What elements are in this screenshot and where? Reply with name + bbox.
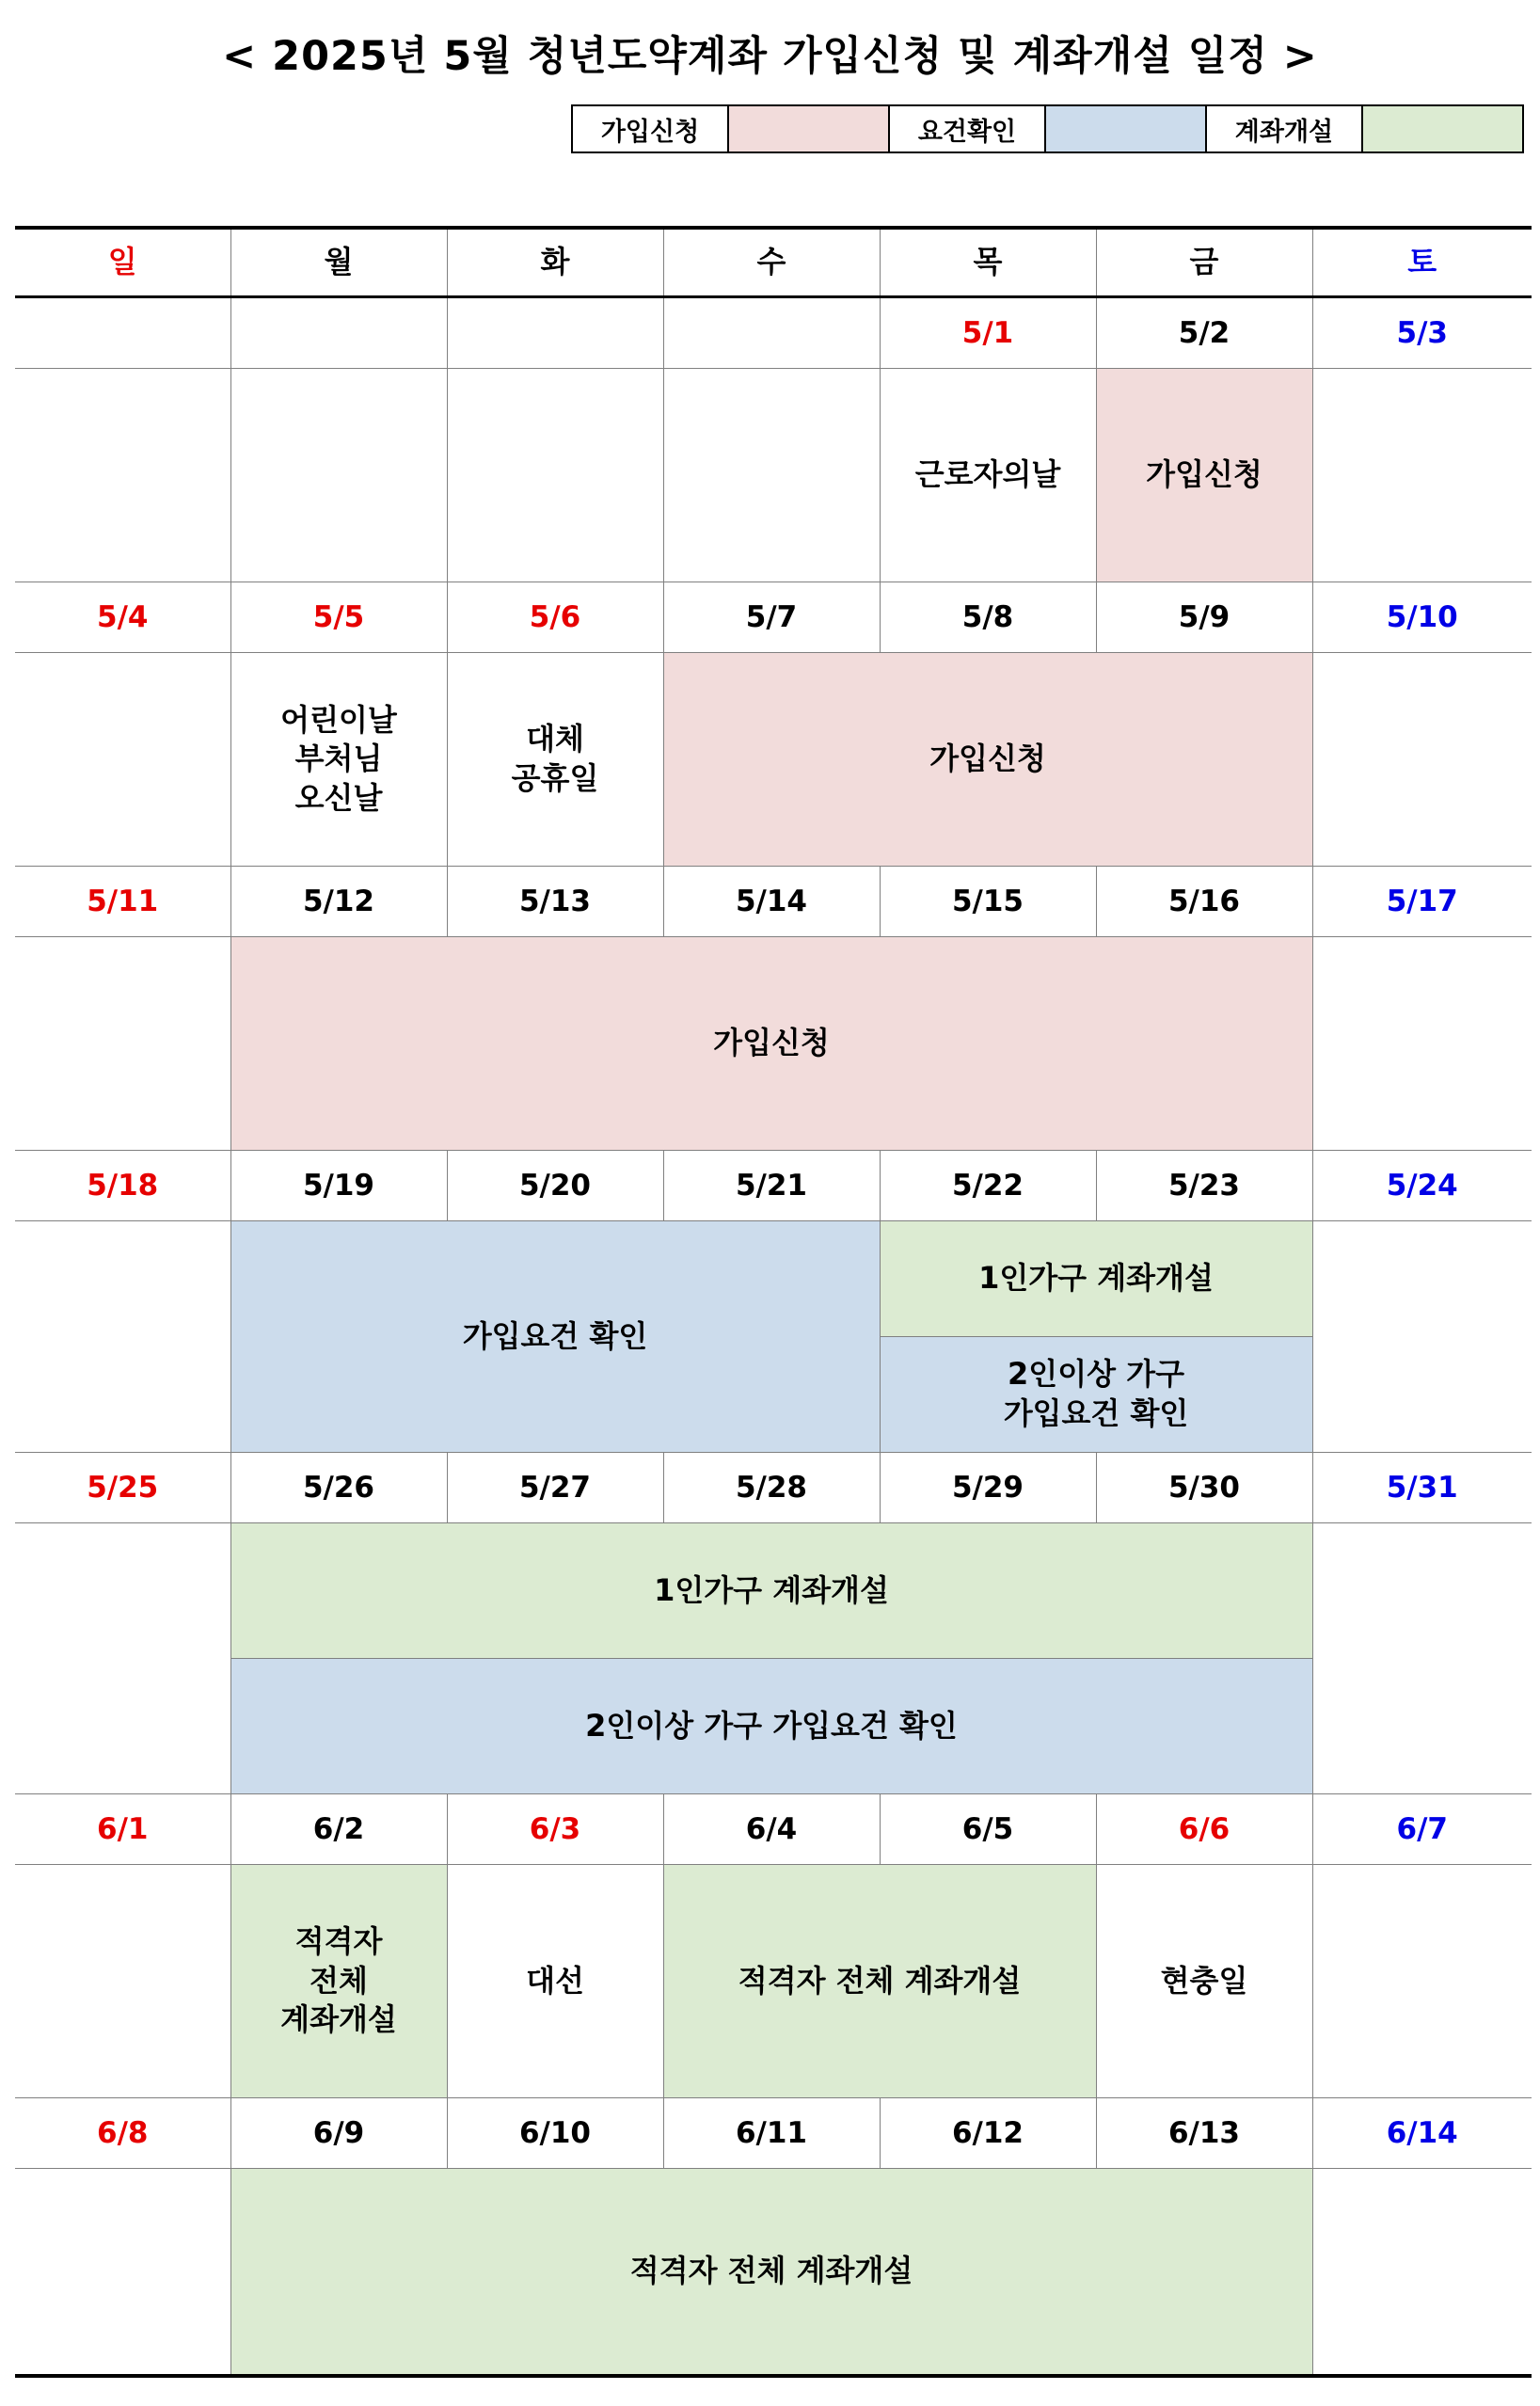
event-substitute-holiday: 대체 공휴일	[447, 653, 663, 867]
event-labor-day: 근로자의날	[880, 369, 1096, 582]
date-cell: 6/3	[447, 1794, 663, 1865]
date-cell: 5/7	[663, 582, 880, 653]
event-row-week-2	[15, 653, 1532, 867]
date-cell: 5/31	[1312, 1453, 1532, 1523]
legend	[571, 104, 1524, 153]
date-cell: 5/15	[880, 867, 1096, 937]
date-cell: 6/8	[15, 2098, 230, 2169]
event-cell-empty	[1312, 1523, 1532, 1794]
event-cell-empty	[15, 1221, 230, 1453]
event-multi-household-requirement-check: 2인이상 가구 가입요건 확인	[230, 1659, 1312, 1794]
legend-open-label: 계좌개설	[1206, 105, 1362, 152]
weekday-fri: 금	[1096, 228, 1312, 297]
event-cell-empty	[15, 653, 230, 867]
date-cell: 5/17	[1312, 867, 1532, 937]
page-title: < 2025년 5월 청년도약계좌 가입신청 및 계좌개설 일정 >	[222, 33, 1318, 80]
date-cell: 5/28	[663, 1453, 880, 1523]
event-row-week-1	[15, 369, 1532, 582]
legend-apply-label: 가입신청	[572, 105, 728, 152]
event-childrens-buddha-day: 어린이날 부처님 오신날	[230, 653, 447, 867]
date-cell	[15, 297, 230, 369]
event-cell-empty	[1312, 653, 1532, 867]
date-cell: 5/13	[447, 867, 663, 937]
event-eligible-account-open: 적격자 전체 계좌개설	[663, 1865, 1096, 2098]
date-cell	[230, 297, 447, 369]
legend-apply-swatch	[728, 105, 889, 152]
date-cell: 5/24	[1312, 1151, 1532, 1221]
date-cell: 5/11	[15, 867, 230, 937]
weekday-header-row	[15, 228, 1532, 297]
date-cell: 5/18	[15, 1151, 230, 1221]
date-cell: 5/2	[1096, 297, 1312, 369]
event-cell-empty	[1312, 369, 1532, 582]
date-cell: 5/20	[447, 1151, 663, 1221]
event-election-day: 대선	[447, 1865, 663, 2098]
date-cell: 5/14	[663, 867, 880, 937]
event-eligible-account-open: 적격자 전체 계좌개설	[230, 2169, 1312, 2377]
date-cell: 5/3	[1312, 297, 1532, 369]
date-cell: 5/19	[230, 1151, 447, 1221]
event-row-week-6	[15, 1865, 1532, 2098]
event-cell-empty	[447, 369, 663, 582]
event-cell-empty	[1312, 937, 1532, 1151]
event-memorial-day: 현충일	[1096, 1865, 1312, 2098]
weekday-wed: 수	[663, 228, 880, 297]
event-cell-empty	[1312, 2169, 1532, 2377]
date-cell: 5/29	[880, 1453, 1096, 1523]
legend-check-label: 요건확인	[889, 105, 1045, 152]
date-cell: 5/10	[1312, 582, 1532, 653]
date-cell: 5/12	[230, 867, 447, 937]
date-cell: 5/1	[880, 297, 1096, 369]
date-cell: 6/2	[230, 1794, 447, 1865]
date-row-week-1	[15, 297, 1532, 369]
date-cell: 6/4	[663, 1794, 880, 1865]
date-row-week-7	[15, 2098, 1532, 2169]
weekday-sat: 토	[1312, 228, 1532, 297]
date-cell: 5/6	[447, 582, 663, 653]
event-eligible-account-open: 적격자 전체 계좌개설	[230, 1865, 447, 2098]
weekday-sun: 일	[15, 228, 230, 297]
date-cell: 6/10	[447, 2098, 663, 2169]
event-apply: 가입신청	[230, 937, 1312, 1151]
schedule-calendar	[15, 226, 1532, 2378]
event-row-week-5a	[15, 1523, 1532, 1659]
event-row-week-4a	[15, 1221, 1532, 1337]
date-cell: 6/11	[663, 2098, 880, 2169]
event-cell-empty	[15, 1865, 230, 2098]
date-cell: 5/21	[663, 1151, 880, 1221]
event-row-week-7	[15, 2169, 1532, 2377]
legend-check-swatch	[1045, 105, 1206, 152]
event-row-week-3	[15, 937, 1532, 1151]
date-cell: 5/9	[1096, 582, 1312, 653]
event-cell-empty	[15, 937, 230, 1151]
date-cell: 5/26	[230, 1453, 447, 1523]
event-cell-empty	[15, 2169, 230, 2377]
date-cell: 6/12	[880, 2098, 1096, 2169]
event-requirement-check: 가입요건 확인	[230, 1221, 880, 1453]
event-multi-household-requirement-check: 2인이상 가구 가입요건 확인	[880, 1337, 1312, 1453]
date-cell: 6/14	[1312, 2098, 1532, 2169]
event-row-week-5b	[15, 1659, 1532, 1794]
event-cell-empty	[230, 369, 447, 582]
event-apply: 가입신청	[1096, 369, 1312, 582]
weekday-mon: 월	[230, 228, 447, 297]
event-single-household-account-open: 1인가구 계좌개설	[230, 1523, 1312, 1659]
weekday-tue: 화	[447, 228, 663, 297]
date-row-week-6	[15, 1794, 1532, 1865]
weekday-thu: 목	[880, 228, 1096, 297]
date-cell: 5/8	[880, 582, 1096, 653]
event-cell-empty	[663, 369, 880, 582]
date-cell: 5/25	[15, 1453, 230, 1523]
date-cell: 5/4	[15, 582, 230, 653]
event-apply: 가입신청	[663, 653, 1312, 867]
date-cell: 6/9	[230, 2098, 447, 2169]
date-cell: 5/16	[1096, 867, 1312, 937]
date-cell: 6/5	[880, 1794, 1096, 1865]
date-cell: 6/13	[1096, 2098, 1312, 2169]
event-cell-empty	[1312, 1865, 1532, 2098]
date-cell: 5/5	[230, 582, 447, 653]
date-cell	[447, 297, 663, 369]
date-cell: 5/23	[1096, 1151, 1312, 1221]
date-row-week-3	[15, 867, 1532, 937]
date-cell	[663, 297, 880, 369]
date-cell: 6/7	[1312, 1794, 1532, 1865]
date-cell: 6/6	[1096, 1794, 1312, 1865]
date-cell: 6/1	[15, 1794, 230, 1865]
event-single-household-account-open: 1인가구 계좌개설	[880, 1221, 1312, 1337]
event-cell-empty	[1312, 1221, 1532, 1453]
date-cell: 5/30	[1096, 1453, 1312, 1523]
date-row-week-2	[15, 582, 1532, 653]
date-row-week-4	[15, 1151, 1532, 1221]
date-cell: 5/27	[447, 1453, 663, 1523]
date-cell: 5/22	[880, 1151, 1096, 1221]
date-row-week-5	[15, 1453, 1532, 1523]
event-cell-empty	[15, 1523, 230, 1794]
event-cell-empty	[15, 369, 230, 582]
legend-open-swatch	[1362, 105, 1523, 152]
